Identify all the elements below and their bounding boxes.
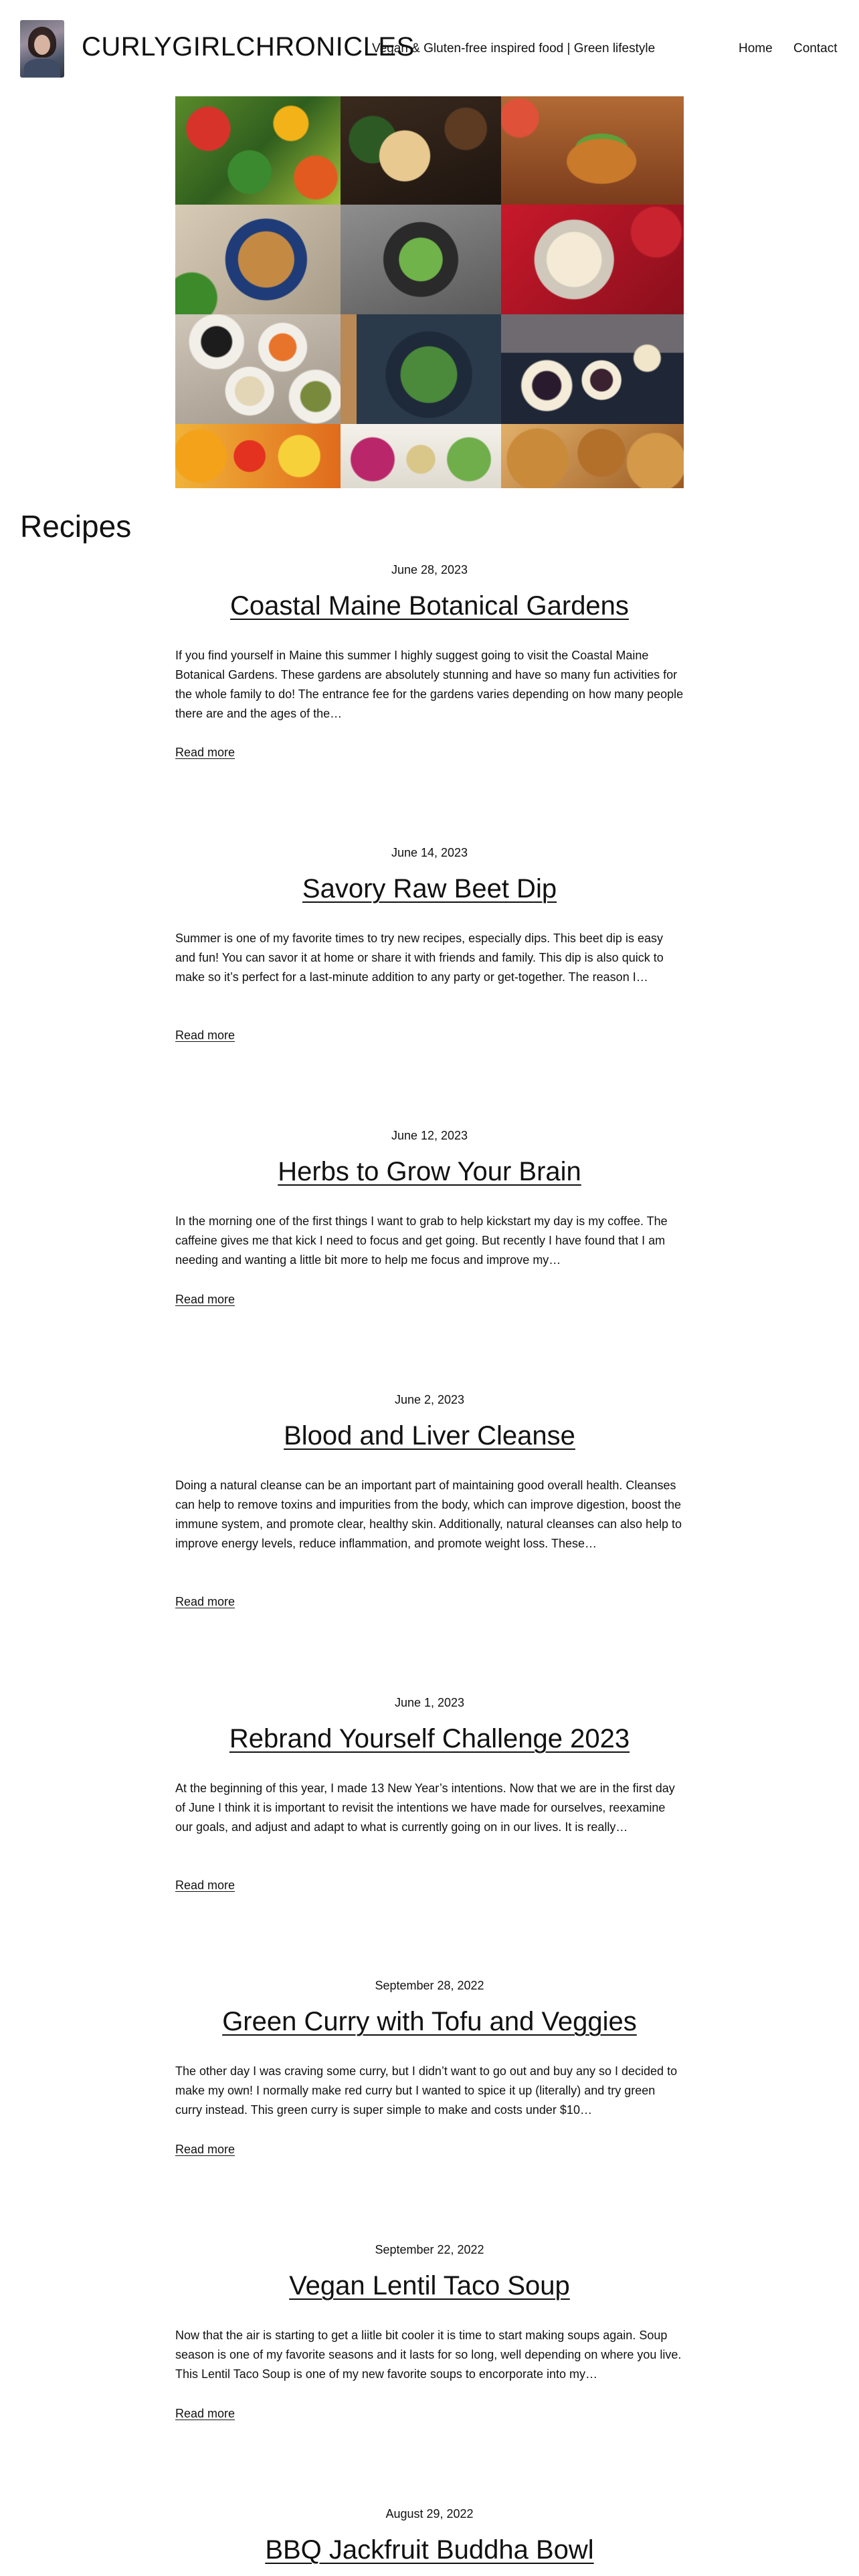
avatar-face — [34, 35, 50, 55]
post-title-link[interactable]: Rebrand Yourself Challenge 2023 — [229, 1724, 630, 1753]
collage-tile-soups-and-dips — [341, 424, 501, 488]
read-more-link[interactable]: Read more — [175, 1029, 235, 1042]
post-excerpt: Doing a natural cleanse can be an important part of maintaining good overall health. Cleanses can help to remove toxins and impurities from the body, which can improve digestion, boost the immune system, and promote clear, healthy skin. Additionally, natural cleanses can also help to improve energy levels, reduce inflammation, and promote weight loss. These… — [175, 1479, 682, 1550]
read-more-link[interactable]: Read more — [175, 1595, 235, 1608]
site-title-link[interactable]: CURLYGIRLCHRONICLES — [82, 32, 415, 62]
collage-tile-tofu-bowl — [175, 205, 341, 314]
post-title-link[interactable]: Blood and Liver Cleanse — [284, 1421, 575, 1451]
post-title-link[interactable]: Vegan Lentil Taco Soup — [289, 2271, 570, 2300]
post-title-link[interactable]: BBQ Jackfruit Buddha Bowl — [265, 2535, 594, 2565]
collage-tile-citrus-fruits — [175, 424, 341, 488]
post-excerpt: In the morning one of the first things I want to grab to help kickstart my day is my coffee. The caffeine gives me that kick I need to focus and get going. But recently I have found that I am needing and wanting a little bit more to help me focus and improve my… — [175, 1214, 668, 1267]
hero-food-collage — [175, 96, 684, 488]
read-more-link[interactable]: Read more — [175, 1879, 235, 1892]
nav-link-home[interactable]: Home — [739, 41, 773, 56]
post-title-link[interactable]: Herbs to Grow Your Brain — [278, 1157, 581, 1186]
post-title-link[interactable]: Coastal Maine Botanical Gardens — [230, 591, 629, 621]
read-more-link[interactable]: Read more — [175, 2143, 235, 2156]
post-date: August 29, 2022 — [385, 2507, 474, 2520]
post-title-link[interactable]: Green Curry with Tofu and Veggies — [222, 2007, 637, 2036]
collage-tile-flatbread-and-dips — [341, 96, 501, 205]
collage-tile-vegetable-noodle-bowl — [341, 314, 501, 424]
read-more-link[interactable]: Read more — [175, 746, 235, 759]
post-date: June 28, 2023 — [391, 563, 468, 576]
post-date: June 12, 2023 — [391, 1129, 468, 1142]
collage-tile-seed-and-spice-bowls — [175, 314, 341, 424]
read-more-link[interactable]: Read more — [175, 1293, 235, 1306]
post-date: June 1, 2023 — [394, 1696, 465, 1709]
collage-tile-green-salad — [341, 205, 501, 314]
site-header — [0, 0, 859, 100]
avatar-shirt — [24, 59, 60, 78]
read-more-link[interactable]: Read more — [175, 2407, 235, 2420]
post-excerpt: At the beginning of this year, I made 13 New Year’s intentions. Now that we are in the first day of June I think it is important to revisit the intentions we have made for ourselves, reexamine our goals, and adjust and adapt to what is currently going on in our lives. It is really… — [175, 1782, 675, 1834]
recipes-heading: Recipes — [20, 509, 132, 544]
collage-tile-fresh-vegetables — [175, 96, 341, 205]
nav-link-contact[interactable]: Contact — [793, 41, 838, 56]
collage-tile-breads-and-pastries — [501, 424, 684, 488]
post-excerpt: The other day I was craving some curry, but I didn’t want to go out and buy any so I decided to make my own! I normally make red curry but I wanted to spice it up (literally) and try green curry instead. This green curry is super simple to make and costs under $10… — [175, 2064, 678, 2117]
collage-tile-berry-oatmeal — [501, 205, 684, 314]
site-tagline: Vegan & Gluten-free inspired food | Green lifestyle — [372, 41, 656, 56]
post-excerpt: Now that the air is starting to get a liitle bit cooler it is time to start making soups again. Soup season is one of my favorite seasons and it lasts for so long, well depending on where you live. This Lentil Taco Soup is one of my new favorite soups to encorporate into my… — [175, 2329, 682, 2381]
post-date: June 14, 2023 — [391, 846, 468, 859]
main-nav — [739, 41, 846, 59]
post-excerpt: If you find yourself in Maine this summer I highly suggest going to visit the Coastal Maine Botanical Gardens. These gardens are absolutely stunning and have so many fun activities for the whole family to do! The entrance fee for the gardens varies depending on how many people there are and the ages of the… — [175, 649, 684, 720]
post-date: September 22, 2022 — [375, 2243, 484, 2256]
collage-tile-veggie-burger — [501, 96, 684, 205]
post-date: September 28, 2022 — [375, 1979, 484, 1992]
post-title-link[interactable]: Savory Raw Beet Dip — [302, 874, 557, 903]
post-date: June 2, 2023 — [394, 1393, 465, 1406]
site-logo-avatar[interactable] — [20, 20, 64, 78]
collage-tile-dessert-platter — [501, 314, 684, 424]
post-excerpt: Summer is one of my favorite times to try new recipes, especially dips. This beet dip is easy and fun! You can savor it at home or share it with friends and family. This dip is also quick to make so it’s perfect for a last-minute addition to any party or get-together. The reason I… — [175, 932, 664, 984]
